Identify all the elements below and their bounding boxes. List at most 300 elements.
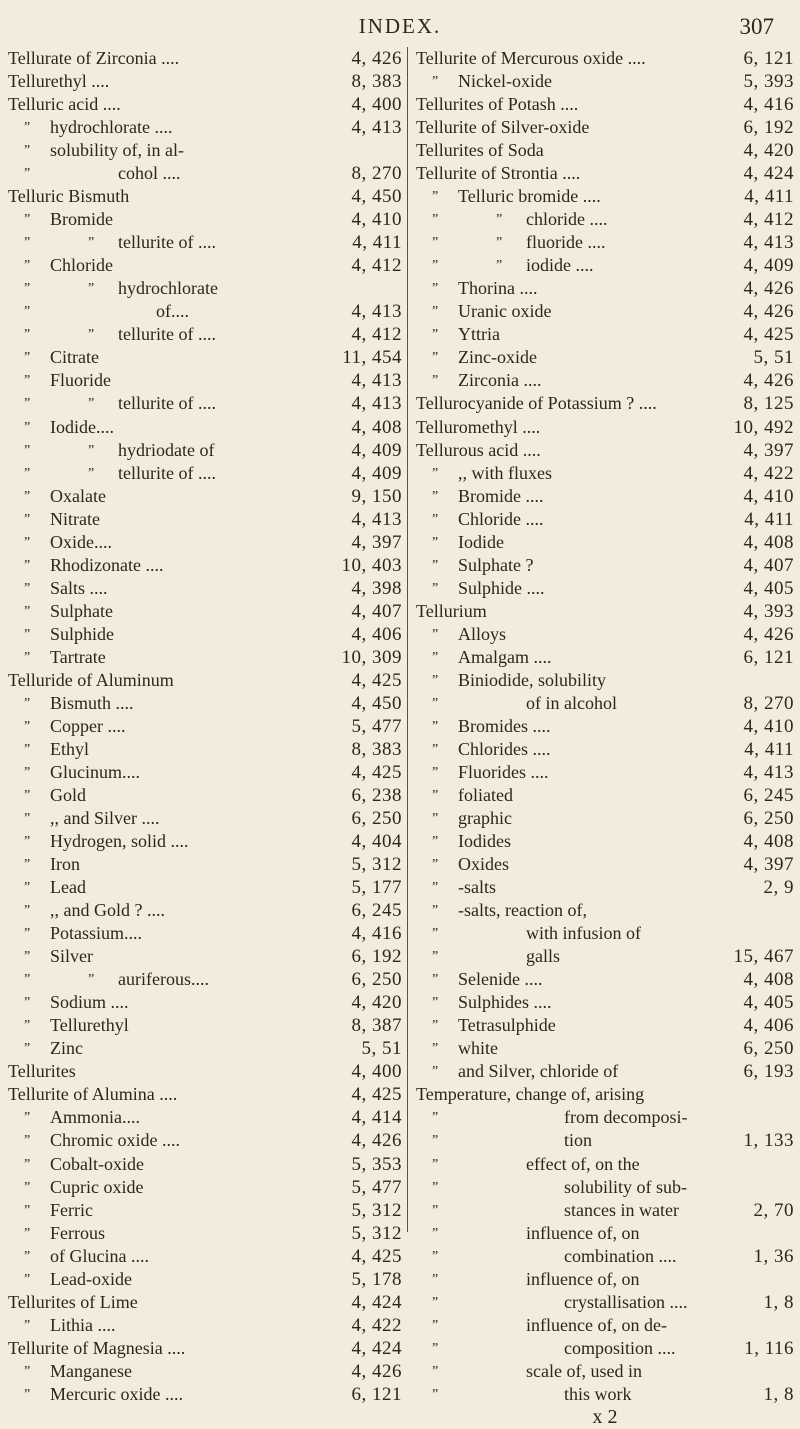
page-reference: 4, 413 [351, 370, 402, 392]
index-entry [6, 899, 404, 922]
index-entry [6, 623, 404, 646]
entry-text: Tellurate of Zirconia .... [8, 48, 180, 68]
page-reference: 6, 250 [351, 969, 402, 991]
entry-text: Oxides [458, 854, 509, 875]
ditto-mark: ” [24, 1110, 31, 1126]
index-entry [414, 300, 796, 323]
entry-text: galls [526, 946, 560, 967]
entry-text: Tellurite of Silver-oxide [416, 117, 590, 138]
entry-text: tellurite of .... [118, 232, 216, 253]
index-entry [6, 577, 404, 600]
page-reference: 10, 309 [341, 646, 402, 668]
page-reference: 4, 406 [743, 1015, 794, 1037]
ditto-mark: ” [24, 1156, 31, 1172]
entry-text: Sulphate ? [458, 554, 534, 575]
entry-text: Tellurite of Magnesia .... [8, 1337, 186, 1358]
entry-text: Copper .... [50, 715, 126, 736]
page-reference: 6, 250 [743, 1038, 794, 1060]
index-entry [6, 208, 404, 231]
ditto-mark: ” [24, 626, 31, 642]
ditto-mark: ” [432, 304, 439, 320]
index-entry [414, 93, 796, 116]
index-entry [414, 1199, 796, 1222]
ditto-mark: ” [432, 672, 439, 688]
entry-text: Amalgam .... [458, 646, 552, 667]
entry-text: Salts .... [50, 577, 108, 598]
ditto-mark: ” [24, 903, 31, 919]
page-reference: 4, 411 [744, 738, 794, 760]
entry-text: fluoride .... [526, 232, 606, 253]
ditto-mark: ” [432, 1064, 439, 1080]
index-entry [414, 1037, 796, 1060]
ditto-mark: ” [432, 695, 439, 711]
page-reference: 6, 192 [743, 117, 794, 139]
index-entry [414, 531, 796, 554]
entry-text: Gold [50, 785, 86, 805]
ditto-mark: ” [24, 557, 31, 573]
index-entry [6, 853, 404, 876]
entry-text: Lead [50, 877, 86, 898]
index-entry [414, 761, 796, 784]
index-entry [414, 807, 796, 830]
index-entry [414, 139, 796, 162]
entry-text: of in alcohol [526, 692, 617, 713]
page-reference: 4, 420 [743, 140, 794, 162]
entry-text: Biniodide, solubility [458, 669, 607, 690]
index-entry [6, 1106, 404, 1129]
index-entry [414, 646, 796, 669]
column-divider [407, 47, 408, 1232]
ditto-mark: ” [432, 534, 439, 550]
index-entry [6, 369, 404, 392]
ditto-mark: ” [432, 189, 439, 205]
index-entry [6, 669, 404, 692]
ditto-mark: ” [432, 350, 439, 366]
entry-text: Zinc [50, 1038, 83, 1059]
ditto-mark: ” [88, 442, 95, 458]
entry-text: this work [564, 1383, 632, 1404]
entry-text: graphic [458, 808, 512, 829]
ditto-mark: ” [88, 281, 95, 297]
ditto-mark: ” [24, 166, 31, 182]
index-entry [414, 1014, 796, 1037]
index-entry [6, 1268, 404, 1291]
index-entry [414, 116, 796, 139]
ditto-mark: ” [432, 1018, 439, 1034]
ditto-mark: ” [432, 1363, 439, 1379]
ditto-mark: ” [24, 212, 31, 228]
index-entry [6, 600, 404, 623]
ditto-mark: ” [24, 281, 31, 297]
ditto-mark: ” [432, 281, 439, 297]
ditto-mark: ” [432, 1340, 439, 1356]
index-entry [6, 1383, 404, 1406]
page-reference: 4, 408 [351, 416, 402, 438]
index-entry [6, 761, 404, 784]
index-entry [6, 416, 404, 439]
entry-text: Lead-oxide [50, 1268, 132, 1289]
index-entry [6, 646, 404, 669]
index-entry [6, 116, 404, 139]
page-reference: 6, 250 [743, 808, 794, 830]
index-entry [6, 1176, 404, 1199]
ditto-mark: ” [432, 1133, 439, 1149]
entry-text: Temperature, change of, arising [416, 1084, 645, 1105]
entry-text: Tetrasulphide [458, 1015, 556, 1036]
ditto-mark: ” [432, 903, 439, 919]
entry-text: Tellurite of Strontia .... [416, 163, 581, 184]
ditto-mark: ” [24, 1018, 31, 1034]
ditto-mark: ” [24, 120, 31, 136]
index-entry [6, 1337, 404, 1360]
index-entry [6, 1014, 404, 1037]
ditto-mark: ” [432, 811, 439, 827]
entry-text: ,, and Silver .... [50, 808, 160, 829]
page-reference: 4, 424 [351, 1291, 402, 1313]
page-reference: 1, 36 [753, 1245, 794, 1267]
index-entry [414, 600, 796, 623]
entry-text: with infusion of [526, 923, 641, 944]
index-entry [414, 462, 796, 485]
index-entry [414, 70, 796, 93]
entry-text: Iron [50, 854, 80, 875]
index-entry [414, 47, 796, 70]
index-entry [6, 47, 404, 70]
entry-text: Tellurethyl .... [8, 71, 110, 92]
page-reference: 4, 405 [743, 577, 794, 599]
ditto-mark: ” [24, 1271, 31, 1287]
index-entry [414, 485, 796, 508]
ditto-mark: ” [24, 465, 31, 481]
index-entry [6, 139, 404, 162]
ditto-mark: ” [24, 834, 31, 850]
page-reference: 4, 413 [351, 508, 402, 530]
index-entry [414, 185, 796, 208]
page-reference: 5, 177 [351, 877, 402, 899]
entry-text: tellurite of .... [118, 324, 216, 345]
ditto-mark: ” [432, 972, 439, 988]
index-entry [414, 1314, 796, 1337]
index-entry [414, 277, 796, 300]
ditto-mark: ” [432, 1179, 439, 1195]
entry-text: Tellurites of Potash .... [416, 94, 579, 115]
entry-text: Hydrogen, solid .... [50, 831, 189, 852]
page-reference: 4, 411 [352, 232, 402, 254]
entry-text: effect of, on the [526, 1153, 640, 1174]
page-reference: 4, 425 [351, 1245, 402, 1267]
page-reference: 5, 393 [743, 71, 794, 93]
index-entry [414, 1337, 796, 1360]
entry-text: Telluromethyl .... [416, 416, 541, 437]
index-entry [414, 254, 796, 277]
page-reference: 8, 383 [351, 71, 402, 93]
index-entry [6, 807, 404, 830]
entry-text: of Glucina .... [50, 1245, 149, 1266]
page-reference: 4, 404 [351, 831, 402, 853]
ditto-mark: ” [24, 1317, 31, 1333]
ditto-mark: ” [432, 880, 439, 896]
page-reference: 6, 193 [743, 1061, 794, 1083]
ditto-mark: ” [432, 1225, 439, 1241]
entry-text: Cobalt-oxide [50, 1153, 144, 1174]
page-reference: 1, 133 [743, 1130, 794, 1152]
page-reference: 1, 116 [744, 1337, 794, 1359]
page-reference: 4, 420 [351, 992, 402, 1014]
ditto-mark: ” [432, 74, 439, 90]
entry-text: Tellurites of Soda [416, 140, 544, 161]
ditto-mark: ” [432, 1202, 439, 1218]
index-entry [6, 1060, 404, 1083]
page-reference: 4, 410 [351, 209, 402, 231]
index-entry [6, 1129, 404, 1152]
ditto-mark: ” [88, 465, 95, 481]
entry-text: stances in water [564, 1199, 679, 1220]
entry-text: composition .... [564, 1337, 676, 1358]
ditto-mark: ” [432, 718, 439, 734]
index-entry [6, 1153, 404, 1176]
entry-text: influence of, on [526, 1222, 640, 1243]
page-reference: 4, 422 [743, 462, 794, 484]
page-reference: 4, 413 [743, 232, 794, 254]
entry-text: influence of, on de- [526, 1314, 667, 1335]
page-reference: 5, 51 [361, 1038, 402, 1060]
entry-text: Telluride of Aluminum [8, 669, 174, 690]
index-entry [414, 853, 796, 876]
ditto-mark: ” [24, 488, 31, 504]
ditto-mark: ” [432, 834, 439, 850]
entry-text: Chloride [50, 255, 113, 276]
ditto-mark: ” [24, 396, 31, 412]
entry-text: cohol .... [118, 163, 181, 184]
entry-text: Sodium .... [50, 992, 129, 1013]
index-entry [414, 945, 796, 968]
index-entry [6, 93, 404, 116]
ditto-mark: ” [24, 534, 31, 550]
entry-text: Sulphides .... [458, 992, 552, 1013]
index-entry [6, 692, 404, 715]
entry-text: combination .... [564, 1245, 677, 1266]
signature-mark: x 2 [592, 1405, 618, 1428]
page-reference: 4, 416 [351, 923, 402, 945]
index-entry [414, 577, 796, 600]
entry-text: Chlorides .... [458, 738, 551, 759]
index-entry [414, 1245, 796, 1268]
page-reference: 10, 403 [341, 554, 402, 576]
index-entry [414, 1129, 796, 1152]
index-entry [414, 715, 796, 738]
entry-text: of.... [156, 301, 189, 322]
index-entry [414, 1153, 796, 1176]
entry-text: Bromide [50, 209, 113, 230]
entry-text: Tartrate [50, 646, 106, 667]
index-entry [6, 1245, 404, 1268]
ditto-mark: ” [24, 788, 31, 803]
ditto-mark: ” [432, 926, 439, 942]
ditto-mark: ” [432, 488, 439, 504]
ditto-mark: ” [24, 1386, 31, 1402]
page-reference: 4, 426 [351, 1130, 402, 1152]
ditto-mark: ” [24, 1179, 31, 1195]
ditto-mark: ” [24, 1041, 31, 1057]
ditto-mark: ” [24, 1363, 31, 1379]
entry-text: Iodide.... [50, 416, 114, 437]
index-entry [414, 346, 796, 369]
page-reference: 4, 426 [743, 301, 794, 323]
page-reference: 5, 353 [351, 1153, 402, 1175]
page-reference: 6, 121 [743, 646, 794, 668]
index-entry [414, 554, 796, 577]
index-entry [6, 162, 404, 185]
ditto-mark: ” [24, 327, 31, 343]
index-entry [6, 439, 404, 462]
page-reference: 4, 413 [351, 301, 402, 323]
entry-text: Uranic oxide [458, 301, 552, 322]
page-reference: 4, 407 [351, 600, 402, 622]
ditto-mark: ” [432, 949, 439, 965]
page-reference: 8, 125 [743, 393, 794, 415]
entry-text: Tellurite of Alumina .... [8, 1084, 178, 1105]
ditto-mark: ” [88, 396, 95, 412]
page-reference: 4, 411 [744, 508, 794, 530]
page-reference: 4, 406 [351, 623, 402, 645]
ditto-mark: ” [432, 465, 439, 481]
page-reference: 6, 121 [351, 1383, 402, 1405]
index-entry [414, 208, 796, 231]
page-reference: 4, 408 [743, 831, 794, 853]
index-entry [414, 231, 796, 254]
index-entry [6, 531, 404, 554]
page-reference: 8, 383 [351, 738, 402, 760]
ditto-mark: ” [24, 926, 31, 942]
ditto-mark: ” [432, 212, 439, 228]
entry-text: ,, with fluxes [458, 462, 552, 483]
index-entry [6, 876, 404, 899]
ditto-mark: ” [432, 626, 439, 642]
index-entry [6, 254, 404, 277]
page-reference: 4, 425 [351, 669, 402, 691]
entry-text: -salts, reaction of, [458, 900, 587, 921]
page-reference: 5, 178 [351, 1268, 402, 1290]
entry-text: Bismuth .... [50, 692, 134, 713]
index-entry [414, 738, 796, 761]
index-entry [6, 300, 404, 323]
ditto-mark: ” [24, 972, 31, 988]
index-entry [6, 738, 404, 761]
ditto-mark: ” [24, 580, 31, 596]
entry-text: Chromic oxide .... [50, 1130, 180, 1151]
page-reference: 6, 250 [351, 808, 402, 830]
page-reference: 4, 412 [743, 209, 794, 231]
ditto-mark: ” [432, 373, 439, 389]
entry-text: Sulphide .... [458, 577, 545, 598]
entry-text: Zirconia .... [458, 370, 542, 391]
page-reference: 5, 312 [351, 1199, 402, 1221]
index-entry [414, 830, 796, 853]
ditto-mark: ” [24, 442, 31, 458]
entry-text: hydrochlorate .... [50, 117, 173, 138]
index-entry [6, 1037, 404, 1060]
index-entry [6, 277, 404, 300]
ditto-mark: ” [432, 1248, 439, 1264]
ditto-mark: ” [432, 1294, 439, 1310]
entry-text: Mercuric oxide .... [50, 1383, 183, 1404]
page-reference: 4, 424 [743, 163, 794, 185]
index-entry [414, 692, 796, 715]
ditto-mark: ” [24, 511, 31, 527]
entry-text: crystallisation .... [564, 1291, 688, 1312]
entry-text: Iodide [458, 531, 504, 552]
entry-text: Bromide .... [458, 485, 544, 506]
entry-text: auriferous.... [118, 969, 209, 990]
index-entry [6, 231, 404, 254]
page-reference: 4, 425 [351, 1084, 402, 1106]
index-entry [414, 1106, 796, 1129]
entry-text: Bromides .... [458, 715, 551, 736]
entry-text: Potassium.... [50, 923, 143, 944]
index-entry [6, 1222, 404, 1245]
entry-text: solubility of sub- [564, 1176, 688, 1197]
page-reference: 4, 397 [351, 531, 402, 553]
page-reference: 5, 312 [351, 854, 402, 876]
index-entry [6, 1314, 404, 1337]
index-entry [414, 669, 796, 692]
entry-text: hydriodate of [118, 439, 215, 460]
page-reference: 4, 425 [743, 324, 794, 346]
page-reference: 4, 425 [351, 761, 402, 783]
index-entry [6, 392, 404, 415]
ditto-mark: ” [24, 235, 31, 251]
page-reference: 4, 422 [351, 1314, 402, 1336]
entry-text: Fluorides .... [458, 761, 549, 782]
entry-text: solubility of, in al- [50, 140, 184, 161]
page-reference: 4, 398 [351, 577, 402, 599]
index-entry [6, 508, 404, 531]
page-reference: 4, 397 [743, 439, 794, 461]
ditto-mark: ” [24, 949, 31, 965]
entry-text: Lithia .... [50, 1314, 116, 1335]
index-entry [6, 462, 404, 485]
entry-text: Tellurites of Lime [8, 1291, 138, 1312]
index-entry [6, 715, 404, 738]
entry-text: Zinc-oxide [458, 347, 537, 368]
page-reference: 5, 477 [351, 1176, 402, 1198]
entry-text: Telluric acid .... [8, 94, 121, 115]
entry-text: Ferrous [50, 1222, 105, 1243]
ditto-mark: ” [432, 788, 439, 803]
index-entry [414, 1176, 796, 1199]
entry-text: Sulphate [50, 600, 113, 621]
ditto-mark: ” [432, 857, 439, 873]
entry-text: Nitrate [50, 508, 100, 529]
page-reference: 4, 410 [743, 715, 794, 737]
entry-text: and Silver, chloride of [458, 1061, 619, 1082]
ditto-mark: ” [88, 327, 95, 343]
index-entry [414, 1060, 796, 1083]
ditto-mark: ” [24, 857, 31, 873]
ditto-mark: ” [24, 995, 31, 1011]
entry-text: Oxide.... [50, 531, 112, 552]
page-reference: 4, 393 [743, 600, 794, 622]
page-reference: 6, 238 [351, 785, 402, 806]
page-reference: 4, 405 [743, 992, 794, 1014]
entry-text: -salts [458, 877, 496, 898]
entry-text: tellurite of .... [118, 462, 216, 483]
page-reference: 8, 270 [351, 163, 402, 185]
page-reference: 11, 454 [342, 347, 402, 369]
index-column-right [414, 47, 796, 1429]
index-entry [414, 1083, 796, 1106]
page-reference: 1, 8 [763, 1383, 794, 1405]
